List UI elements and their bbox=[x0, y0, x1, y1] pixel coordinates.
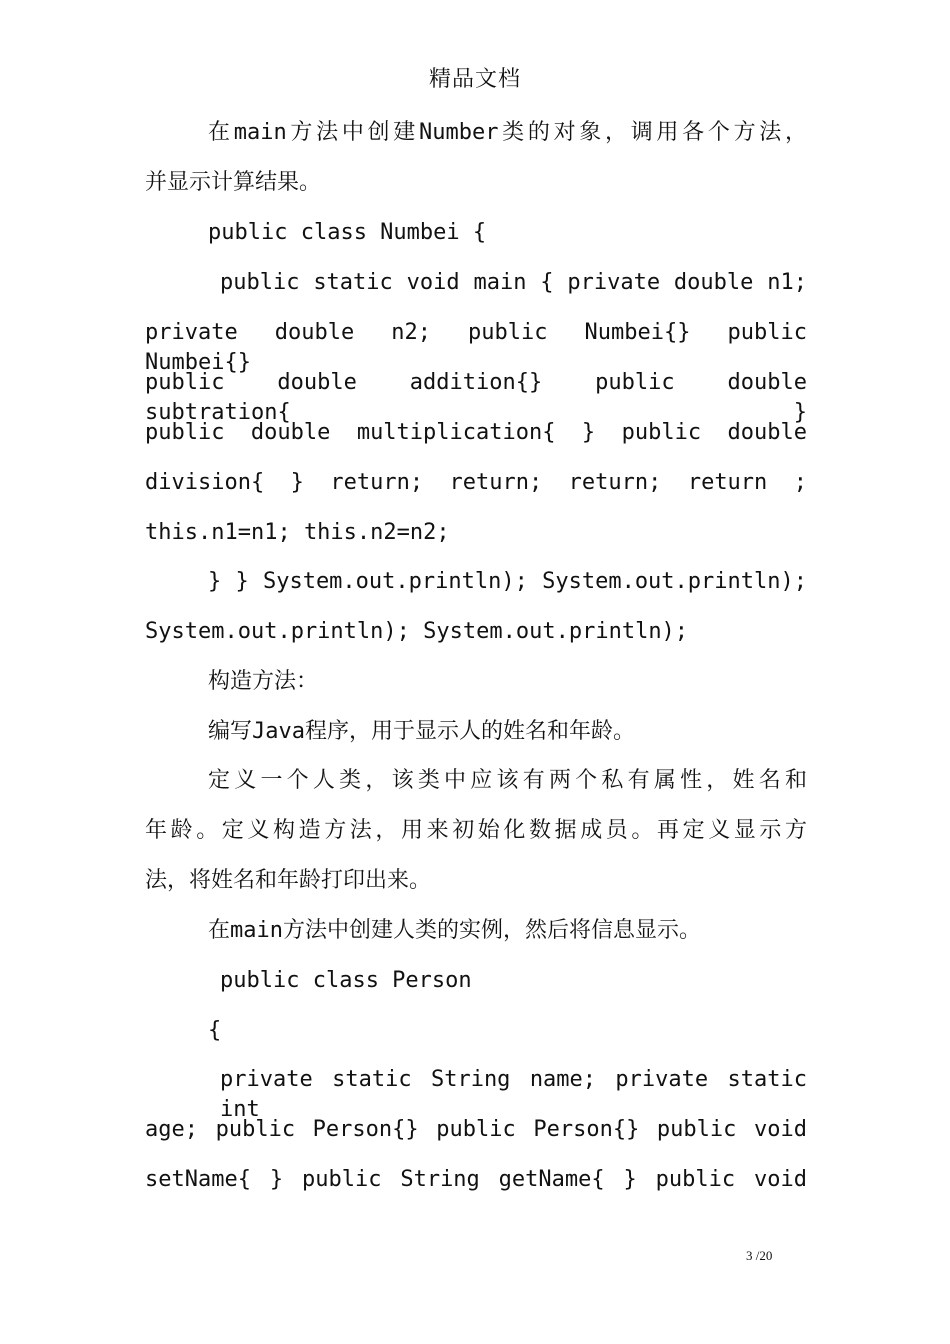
code-line: public class Person bbox=[220, 968, 472, 993]
text-line: 法，将姓名和年龄打印出来。 bbox=[145, 868, 432, 893]
code-line: private double n2; public Numbei{} public Numbei{} bbox=[145, 320, 807, 375]
code-line: division{ } return; return; return; return ; bbox=[145, 470, 807, 495]
page-number: 3 /20 bbox=[746, 1248, 773, 1263]
text-line: 年龄。定义构造方法，用来初始化数据成员。再定义显示方 bbox=[145, 818, 807, 843]
text-line: 定义一个人类，该类中应该有两个私有属性，姓名和 bbox=[208, 768, 807, 793]
page-header: 精品文档 bbox=[428, 67, 521, 92]
code-line: { bbox=[208, 1018, 222, 1043]
code-line: System.out.println); System.out.println); bbox=[145, 619, 689, 644]
code-line: public double addition{} public double subtration{ } bbox=[145, 370, 807, 425]
code-line: age; public Person{} public Person{} public void bbox=[145, 1117, 807, 1142]
text-line: 编写Java程序，用于显示人的姓名和年龄。 bbox=[208, 719, 635, 744]
code-line: public class Numbei { bbox=[208, 220, 487, 245]
text-line: 在main方法中创建人类的实例，然后将信息显示。 bbox=[208, 918, 701, 943]
code-line: this.n1=n1; this.n2=n2; bbox=[145, 520, 450, 545]
text-line: 构造方法： bbox=[208, 669, 319, 694]
code-line: public static void main { private double n1; bbox=[220, 270, 807, 295]
code-line: private static String name; private static int bbox=[220, 1067, 807, 1122]
code-line: public double multiplication{ } public double bbox=[145, 420, 807, 445]
code-line: } } System.out.println); System.out.println); bbox=[208, 569, 807, 594]
text-line: 在main方法中创建Number类的对象，调用各个方法， bbox=[208, 120, 807, 145]
text-line: 并显示计算结果。 bbox=[145, 170, 322, 195]
code-line: setName{ } public String getName{ } public void bbox=[145, 1167, 807, 1192]
